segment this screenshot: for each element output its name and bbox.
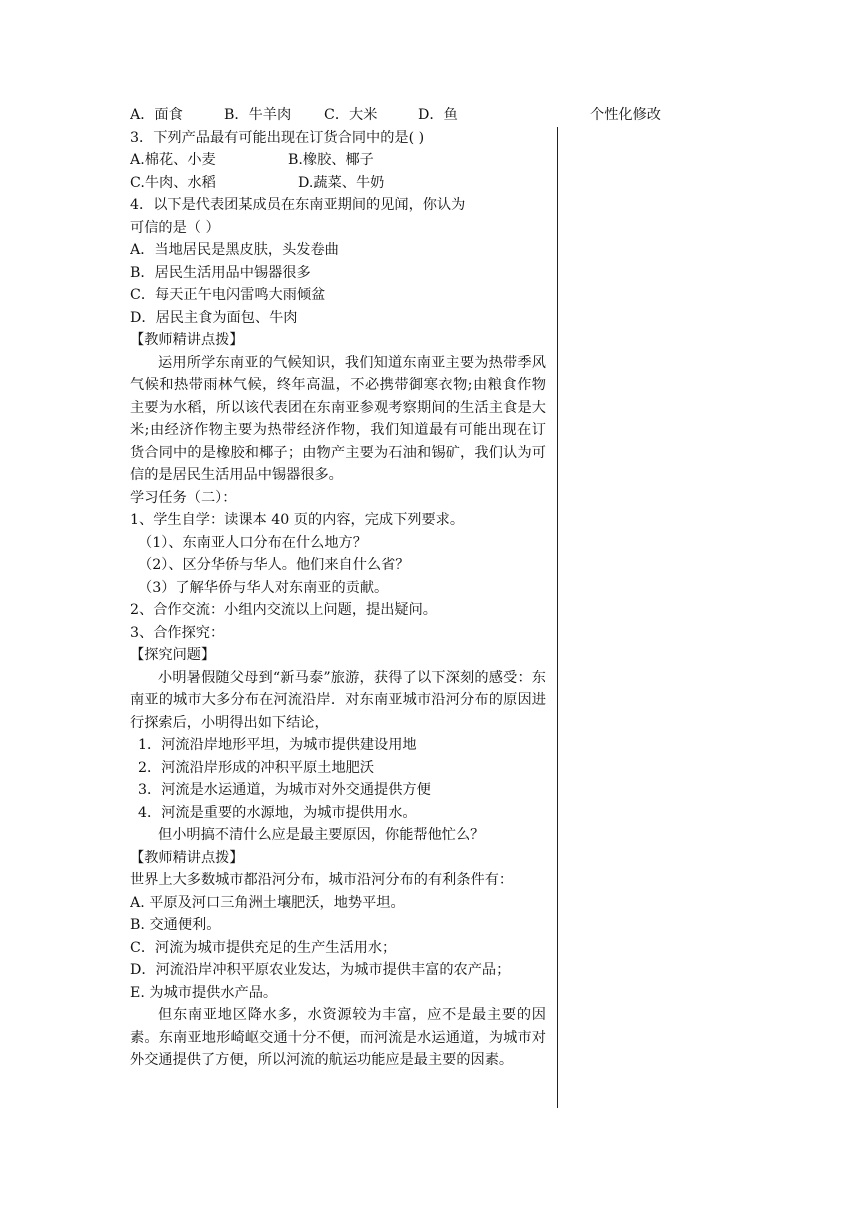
q4-option-c: C．每天正午电闪雷鸣大雨倾盆 [130, 287, 326, 303]
teacher-tip-1-heading: 【教师精讲点拨】 [130, 332, 244, 348]
main-column [130, 104, 546, 1072]
q2-option-d: D．鱼 [418, 107, 458, 123]
q3-option-a: A.棉花、小麦 [130, 152, 216, 168]
teacher-tip-2-item-a: A. 平原及河口三角洲土壤肥沃，地势平坦。 [130, 894, 405, 911]
column-divider [557, 127, 558, 1108]
q4-option-d: D．居民主食为面包、牛肉 [130, 309, 298, 326]
explore-item-1: 1．河流沿岸地形平坦，为城市提供建设用地 [138, 737, 417, 753]
q2-option-b: B．牛羊肉 [224, 107, 292, 123]
q4-stem-line1: 4．以下是代表团某成员在东南亚期间的见闻，你认为 [130, 197, 466, 213]
sidebar-label: 个性化修改 [590, 107, 661, 123]
explore-question: 但小明搞不清什么应是最主要原因，你能帮他忙么？ [158, 827, 485, 843]
task2-sub-2: （2）、区分华侨与华人。他们来自什么省？ [138, 557, 410, 573]
explore-problem-paragraph: 小明暑假随父母到“新马泰”旅游，获得了以下深刻的感受：东南亚的城市大多分布在河流沿岸．对东南亚城市沿河分布的原因进行探索后，小明得出如下结论， [130, 669, 546, 731]
task2-sub-3: （3）了解华侨与华人对东南亚的贡献。 [138, 579, 389, 596]
q3-options-row1 [130, 149, 546, 172]
teacher-tip-2-item-e: E. 为城市提供水产品。 [130, 984, 278, 1001]
task2-self-study: 1、学生自学：读课本 40 页的内容，完成下列要求。 [130, 512, 465, 528]
teacher-tip-2-heading: 【教师精讲点拨】 [130, 849, 244, 866]
explore-problem-heading: 【探究问题】 [130, 647, 216, 663]
q3-option-c: C.牛肉、水稻 [130, 174, 216, 191]
teacher-tip-2-intro: 世界上大多数城市都沿河分布，城市沿河分布的有利条件有： [130, 872, 514, 888]
task2-heading: 学习任务（二）： [130, 489, 237, 506]
teacher-tip-1-paragraph: 运用所学东南亚的气候知识，我们知道东南亚主要为热带季风气候和热带雨林气候，终年高温，不必携带御寒衣物;由粮食作物主要为水稻，所以该代表团在东南亚参观考察期间的生活主食是大米;由经济作物主要为热带经济作物，我们知道最有可能出现在订货合同中的是橡胶和椰子；由物产主要为石油和锡矿，我们认为可信的是居民生活用品中锡器很多。 [130, 354, 546, 483]
q4-option-a: A．当地居民是黑皮肤，头发卷曲 [130, 242, 339, 258]
explore-item-3: 3．河流是水运通道，为城市对外交通提供方便 [138, 782, 431, 798]
explore-item-4: 4．河流是重要的水源地，为城市提供用水。 [138, 804, 417, 821]
task2-explore: 3、合作探究： [130, 624, 225, 641]
q3-option-d: D.蔬菜、牛奶 [298, 174, 385, 191]
teacher-tip-2-conclusion: 但东南亚地区降水多，水资源较为丰富，应不是最主要的因素。东南亚地形崎岖交通十分不便，而河流是水运通道，为城市对外交通提供了方便，所以河流的航运功能应是最主要的因素。 [130, 1007, 546, 1068]
q2-options [130, 104, 546, 127]
q4-option-b: B．居民生活用品中锡器很多 [130, 264, 311, 281]
q3-option-b: B.橡胶、椰子 [288, 152, 374, 168]
teacher-tip-2-item-b: B. 交通便利。 [130, 917, 221, 933]
teacher-tip-2-item-c: C．河流为城市提供充足的生产生活用水； [130, 939, 397, 956]
q2-option-c: C．大米 [324, 107, 378, 123]
teacher-tip-2-item-d: D．河流沿岸冲积平原农业发达，为城市提供丰富的农产品； [130, 962, 511, 978]
q3-options-row2 [130, 172, 546, 195]
explore-item-2: 2．河流沿岸形成的冲积平原土地肥沃 [138, 759, 375, 776]
q3-stem: 3．下列产品最有可能出现在订货合同中的是( ) [130, 129, 425, 146]
task2-sub-1: （1）、东南亚人口分布在什么地方？ [138, 534, 367, 551]
task2-cooperation: 2、合作交流：小组内交流以上问题，提出疑问。 [130, 602, 437, 618]
q2-option-a: A．面食 [130, 107, 183, 123]
q4-stem-line2: 可信的是（ ） [130, 219, 220, 236]
